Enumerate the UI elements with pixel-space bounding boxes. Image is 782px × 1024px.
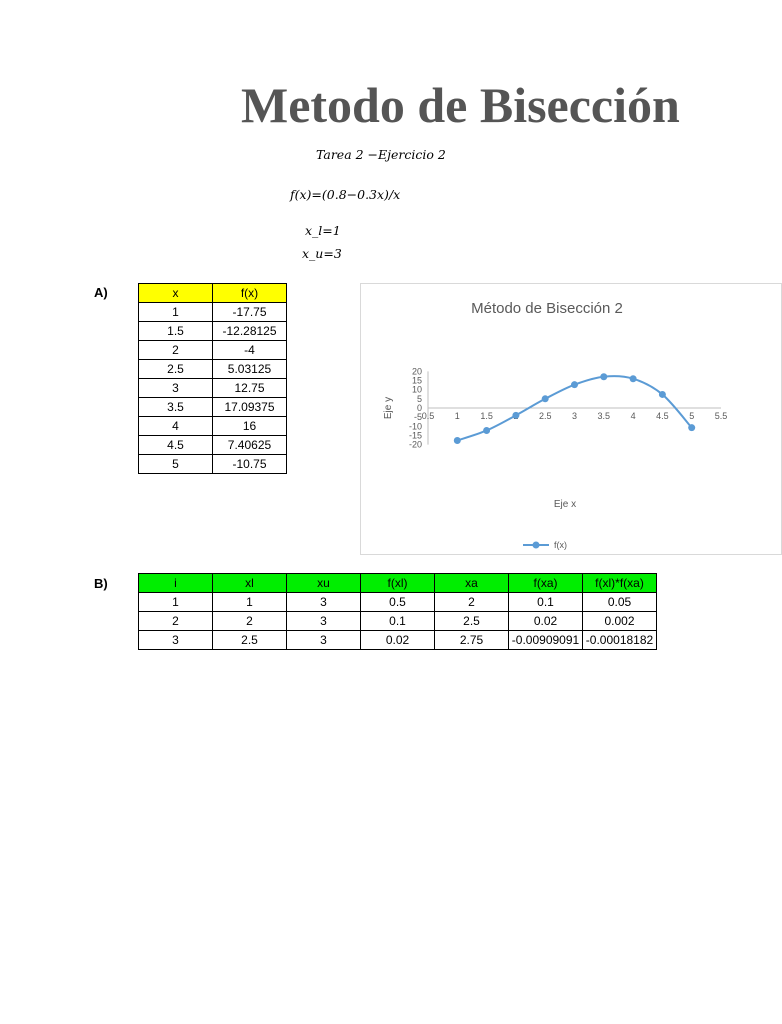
data-point: [512, 412, 519, 419]
chart-svg: [361, 284, 781, 554]
y-axis-label: Eje y: [383, 396, 394, 420]
table-cell: -10.75: [213, 455, 287, 474]
x-tick-label: 4.5: [656, 411, 669, 421]
table-b-row: [139, 631, 657, 650]
y-tick-label: -5: [413, 412, 422, 423]
x-tick-label: 4: [630, 411, 636, 421]
table-cell: -12.28125: [213, 322, 287, 341]
page-title: Metodo de Bisección: [241, 77, 680, 133]
y-tick-label: 0: [416, 403, 422, 413]
data-point: [542, 395, 549, 402]
y-tick-label: -10: [408, 421, 422, 432]
legend-label: f(x): [554, 540, 567, 550]
table-cell: 16: [213, 417, 287, 436]
table-cell: 3: [287, 593, 361, 612]
table-cell: 3: [139, 379, 213, 398]
table-cell: 5: [139, 455, 213, 474]
table-a-row: [139, 322, 287, 341]
x-tick-label: 5.5: [714, 411, 728, 421]
table-cell: 7.40625: [213, 436, 287, 455]
x-tick-label: 2.5: [538, 411, 552, 421]
x-tick-label: 3.5: [597, 411, 611, 421]
chart-title: Método de Bisección 2: [471, 300, 623, 317]
table-b-header: [139, 574, 657, 593]
table-cell: 2.5: [213, 631, 287, 650]
x-tick-label: 0.5: [421, 411, 435, 421]
table-cell: 0.1: [361, 612, 435, 631]
table-cell: 3: [139, 631, 213, 650]
table-cell: 3.5: [139, 398, 213, 417]
table-cell: 1.5: [139, 322, 213, 341]
x-axis-label: Eje x: [553, 499, 577, 510]
table-b-row: [139, 593, 657, 612]
y-tick-label: 15: [411, 375, 422, 386]
data-point: [454, 437, 461, 444]
table-cell: 12.75: [213, 379, 287, 398]
table-cell: 2: [213, 612, 287, 631]
table-cell: 1: [213, 593, 287, 612]
lower-bound: x_l=1: [305, 223, 341, 238]
y-tick-label: -15: [408, 430, 422, 441]
section-b-label: B): [94, 576, 108, 591]
header-cell: f(xl)*f(xa): [583, 574, 657, 593]
header-cell: f(xl): [361, 574, 435, 593]
table-a-header: [139, 284, 287, 303]
table-cell: 0.02: [509, 612, 583, 631]
table-cell: -0.00018182: [583, 631, 657, 650]
subtitle: Tarea 2 −Ejercicio 2: [316, 147, 446, 162]
chart-legend: [523, 540, 567, 550]
header-cell: f(x): [213, 284, 287, 303]
section-a-label: A): [94, 285, 108, 300]
upper-bound: x_u=3: [302, 246, 342, 261]
header-cell: xu: [287, 574, 361, 593]
y-tick-label: 10: [411, 384, 422, 395]
table-cell: 1: [139, 593, 213, 612]
table-cell: 2.5: [139, 360, 213, 379]
data-point: [630, 375, 637, 382]
table-a-row: [139, 436, 287, 455]
header-cell: xl: [213, 574, 287, 593]
table-cell: 5.03125: [213, 360, 287, 379]
y-tick-label: 5: [416, 393, 422, 404]
data-point: [659, 391, 666, 398]
header-cell: xa: [435, 574, 509, 593]
table-cell: 2: [139, 341, 213, 360]
table-cell: 1: [139, 303, 213, 322]
table-a-row: [139, 303, 287, 322]
data-point: [688, 424, 695, 431]
table-a-row: [139, 341, 287, 360]
x-tick-label: 5: [689, 411, 695, 421]
table-cell: 17.09375: [213, 398, 287, 417]
table-a-row: [139, 398, 287, 417]
table-cell: 2: [139, 612, 213, 631]
table-cell: 2.5: [435, 612, 509, 631]
table-a-row: [139, 379, 287, 398]
y-tick-label: 20: [411, 366, 422, 377]
y-tick-label: -20: [408, 439, 422, 450]
data-point: [600, 373, 607, 380]
table-cell: -17.75: [213, 303, 287, 322]
table-cell: 0.002: [583, 612, 657, 631]
x-tick-label: 1.5: [480, 411, 493, 421]
table-cell: 2.75: [435, 631, 509, 650]
table-a: [138, 283, 287, 474]
table-a-row: [139, 417, 287, 436]
table-cell: 0.5: [361, 593, 435, 612]
table-cell: 0.05: [583, 593, 657, 612]
table-b-row: [139, 612, 657, 631]
header-cell: x: [139, 284, 213, 303]
x-tick-label: 3: [571, 411, 578, 421]
legend-marker: [533, 542, 540, 549]
data-point: [483, 427, 490, 434]
header-cell: f(xa): [509, 574, 583, 593]
table-cell: 2: [435, 593, 509, 612]
table-cell: 0.02: [361, 631, 435, 650]
header-cell: i: [139, 574, 213, 593]
table-cell: 0.1: [509, 593, 583, 612]
x-tick-label: 1: [454, 411, 460, 421]
table-b: [138, 573, 657, 650]
chart-area: [360, 283, 782, 555]
table-a-row: [139, 360, 287, 379]
table-cell: 3: [287, 631, 361, 650]
table-cell: 3: [287, 612, 361, 631]
table-cell: -0.00909091: [509, 631, 583, 650]
data-point: [571, 381, 578, 388]
table-a-row: [139, 455, 287, 474]
function-formula: f(x)=(0.8−0.3x)/x: [290, 187, 401, 202]
table-cell: -4: [213, 341, 287, 360]
table-cell: 4: [139, 417, 213, 436]
table-cell: 4.5: [139, 436, 213, 455]
